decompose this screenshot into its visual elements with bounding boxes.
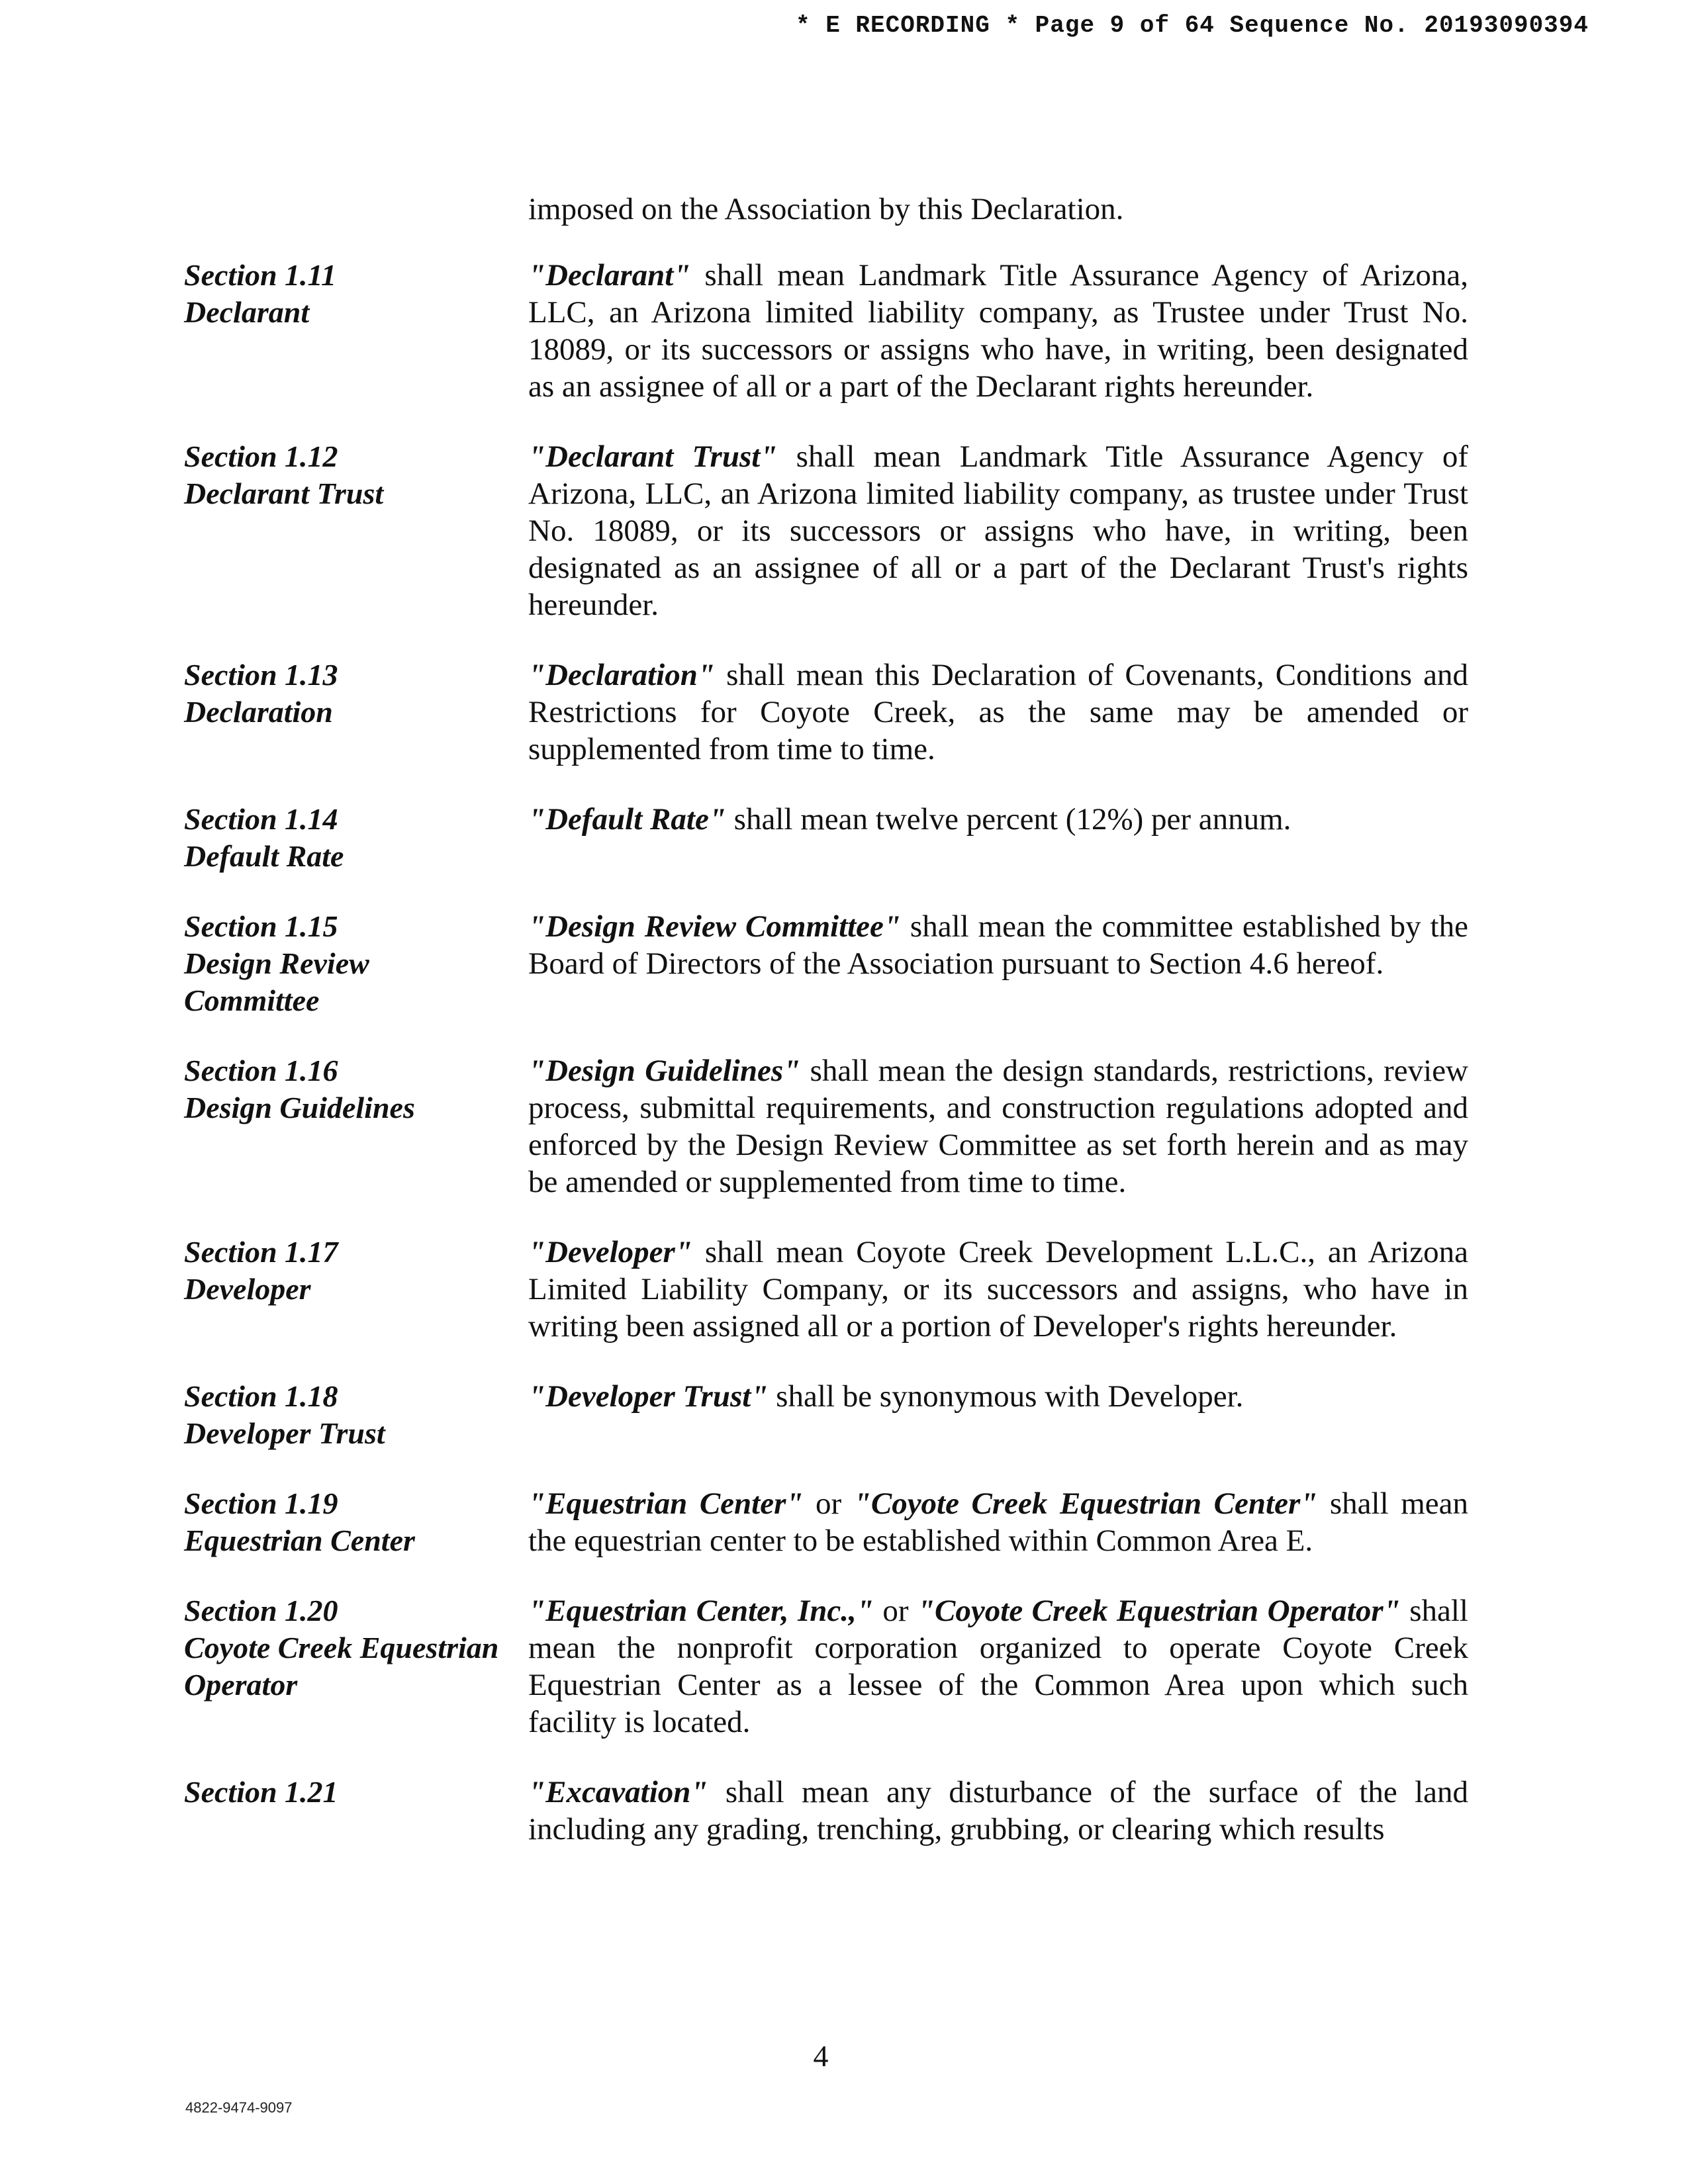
definition-body: shall mean the design standards, restrictions, review process, submittal requirements, and construction regulations adopted and enforced by the Design Review Committee as set forth herein and as may be amended or supplemented from time to time. <box>528 1054 1468 1199</box>
definition-text <box>528 257 1468 405</box>
defined-term: "Design Guidelines" <box>528 1054 801 1088</box>
defined-term: "Design Review Committee" <box>528 909 901 944</box>
definitions-list <box>184 257 1468 1848</box>
definition-section <box>184 657 1468 768</box>
section-number: Section 1.20 <box>184 1594 338 1627</box>
section-label <box>184 1485 528 1559</box>
definition-body: shall mean Coyote Creek Development L.L.C., an Arizona Limited Liability Company, or its successors and assigns, who have in writing been assigned all or a portion of Developer's rights hereunder. <box>528 1235 1468 1343</box>
definition-section <box>184 1774 1468 1848</box>
defined-term: "Excavation" <box>528 1775 708 1809</box>
definition-text <box>528 908 1468 1019</box>
definition-text <box>528 801 1468 875</box>
definition-section <box>184 1052 1468 1201</box>
section-title: Declarant Trust <box>184 477 384 510</box>
defined-term: "Declarant" <box>528 258 691 293</box>
defined-term: "Developer Trust" <box>528 1379 769 1414</box>
definition-text <box>528 1234 1468 1345</box>
section-title: Developer <box>184 1272 311 1306</box>
section-label <box>184 1592 528 1741</box>
definition-text <box>528 438 1468 623</box>
definition-section <box>184 1234 1468 1345</box>
section-number: Section 1.14 <box>184 802 338 836</box>
section-title: Declaration <box>184 695 333 729</box>
section-label <box>184 801 528 875</box>
definition-text <box>528 1378 1468 1452</box>
page-number: 4 <box>813 2039 829 2073</box>
section-number: Section 1.12 <box>184 439 338 473</box>
definition-body: shall mean Landmark Title Assurance Agency of Arizona, LLC, an Arizona limited liability company, as Trustee under Trust No. 18089, or its successors or assigns who have, in writing, been designated as an assignee of all or a part of the Declarant rights hereunder. <box>528 258 1468 404</box>
definition-body: shall mean any disturbance of the surface of the land including any grading, trenching, grubbing, or clearing which results <box>528 1775 1468 1846</box>
section-title: Default Rate <box>184 839 344 873</box>
section-label <box>184 257 528 405</box>
defined-term: "Equestrian Center, Inc.," <box>528 1594 874 1628</box>
definition-section <box>184 908 1468 1019</box>
section-label <box>184 1052 528 1201</box>
definition-body: shall be synonymous with Developer. <box>768 1379 1244 1414</box>
section-title: Committee <box>184 983 320 1017</box>
section-number: Section 1.18 <box>184 1379 338 1413</box>
defined-term: "Developer" <box>528 1235 692 1269</box>
defined-term: "Declarant Trust" <box>528 439 778 474</box>
definition-section <box>184 438 1468 623</box>
defined-term: "Coyote Creek Equestrian Center" <box>853 1486 1318 1521</box>
definition-body: shall mean twelve percent (12%) per annum. <box>726 802 1291 837</box>
defined-term: "Declaration" <box>528 658 715 692</box>
definition-body: or <box>803 1486 854 1521</box>
defined-term: "Equestrian Center" <box>528 1486 804 1521</box>
definition-body: shall mean the equestrian center to be established within Common Area E. <box>528 1486 1468 1558</box>
definition-body: or <box>873 1594 917 1628</box>
definition-section <box>184 1592 1468 1741</box>
section-number: Section 1.21 <box>184 1775 338 1809</box>
definition-body: shall mean the nonprofit corporation organized to operate Coyote Creek Equestrian Center as a lessee of the Common Area upon which such facility is located. <box>528 1594 1468 1739</box>
section-title: Design Review <box>184 946 369 980</box>
section-label <box>184 438 528 623</box>
section-label <box>184 657 528 768</box>
section-label <box>184 908 528 1019</box>
section-number: Section 1.19 <box>184 1486 338 1520</box>
continued-paragraph: imposed on the Association by this Declaration. <box>528 192 1124 226</box>
section-number: Section 1.11 <box>184 258 337 292</box>
section-number: Section 1.16 <box>184 1054 338 1087</box>
section-number: Section 1.17 <box>184 1235 338 1269</box>
definition-text <box>528 1592 1468 1741</box>
definition-section <box>184 1485 1468 1559</box>
definition-section <box>184 801 1468 875</box>
section-number: Section 1.15 <box>184 909 338 943</box>
section-title: Equestrian Center <box>184 1524 415 1557</box>
defined-term: "Default Rate" <box>528 802 726 837</box>
section-number: Section 1.13 <box>184 658 338 692</box>
document-id: 4822-9474-9097 <box>185 2099 293 2116</box>
section-label <box>184 1774 528 1848</box>
definition-body: shall mean the committee established by the Board of Directors of the Association pursuant to Section 4.6 hereof. <box>528 909 1468 981</box>
recording-stamp: * E RECORDING * Page 9 of 64 Sequence No. 20193090394 <box>796 12 1589 39</box>
section-title: Coyote Creek Equestrian <box>184 1631 499 1664</box>
section-title: Design Guidelines <box>184 1091 415 1124</box>
definition-text <box>528 1485 1468 1559</box>
section-label <box>184 1378 528 1452</box>
definition-text <box>528 657 1468 768</box>
definition-body: shall mean this Declaration of Covenants, Conditions and Restrictions for Coyote Creek, as the same may be amended or supplemented from time to time. <box>528 658 1468 766</box>
definition-section <box>184 257 1468 405</box>
section-title: Declarant <box>184 295 310 329</box>
definition-body: shall mean Landmark Title Assurance Agency of Arizona, LLC, an Arizona limited liability company, as trustee under Trust No. 18089, or its successors or assigns who have, in writing, been designated as an assignee of all or a part of the Declarant Trust's rights hereunder. <box>528 439 1468 622</box>
document-body <box>184 191 1468 1881</box>
defined-term: "Coyote Creek Equestrian Operator" <box>917 1594 1401 1628</box>
section-title: Developer Trust <box>184 1416 385 1450</box>
definition-text <box>528 1052 1468 1201</box>
definition-section <box>184 1378 1468 1452</box>
section-title: Operator <box>184 1668 298 1702</box>
definition-text <box>528 1774 1468 1848</box>
section-label <box>184 1234 528 1345</box>
